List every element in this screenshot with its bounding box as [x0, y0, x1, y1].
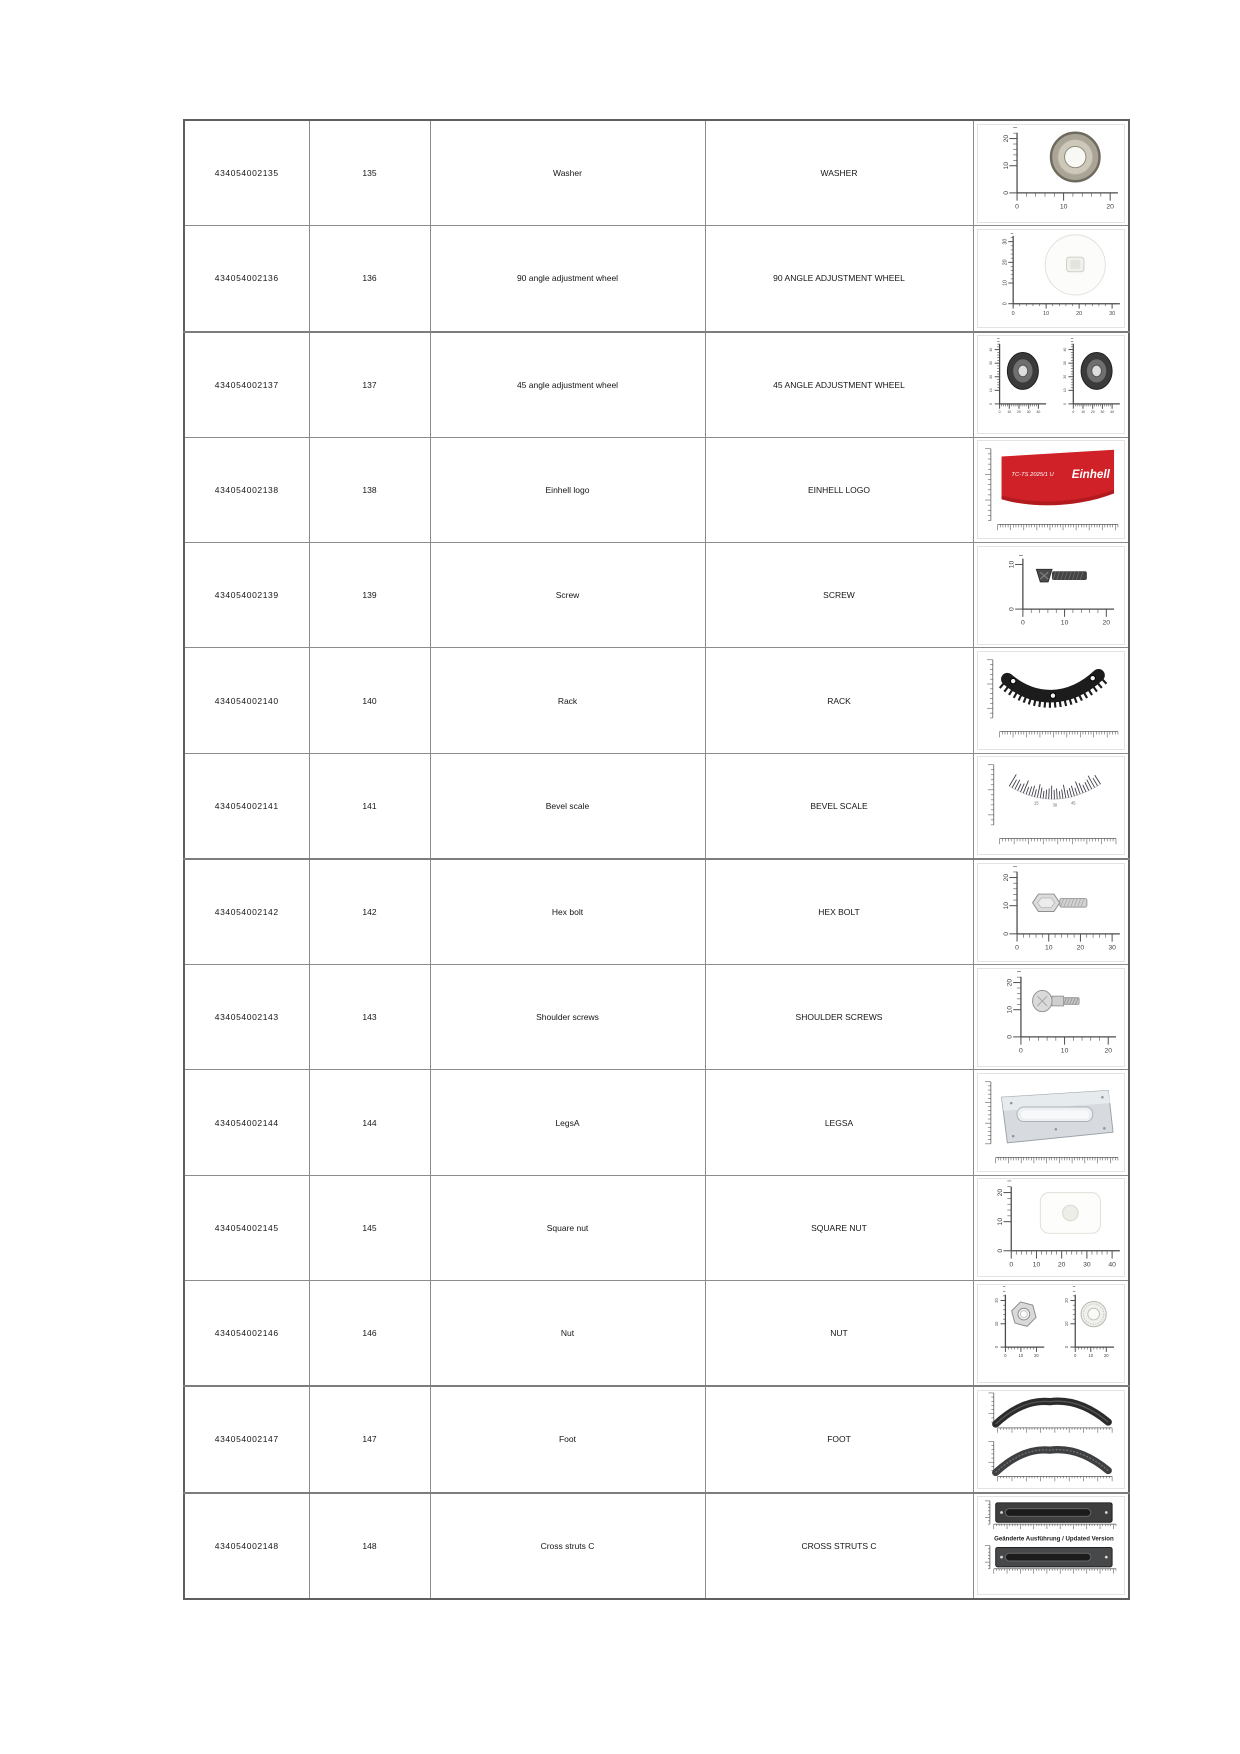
description-cell-text: Screw	[555, 590, 580, 601]
part-number-cell	[184, 1386, 309, 1492]
part-number-cell-text: 434054002136	[214, 273, 279, 284]
description-cell	[430, 437, 705, 542]
item-number-cell-text: 135	[362, 168, 377, 179]
legs-a-photo	[978, 1074, 1124, 1171]
svg-text:0: 0	[1018, 1047, 1023, 1055]
part-number-cell-text: 434054002137	[214, 379, 279, 390]
table-row	[184, 1281, 1129, 1387]
description-upper-cell	[705, 120, 973, 226]
svg-text:30: 30	[1062, 361, 1067, 366]
item-number-cell	[309, 120, 430, 226]
svg-text:10: 10	[1063, 1321, 1069, 1326]
item-number-cell	[309, 1175, 430, 1280]
part-photo	[977, 756, 1125, 855]
svg-text:10: 10	[1007, 410, 1011, 415]
description-cell-text: 90 angle adjustment wheel	[516, 273, 619, 284]
description-upper-cell	[705, 965, 973, 1070]
svg-text:20: 20	[1090, 410, 1095, 415]
svg-text:10: 10	[993, 1321, 999, 1326]
table-row	[184, 1175, 1129, 1280]
rack-photo	[978, 652, 1124, 749]
einhell-logo-photo	[978, 441, 1124, 538]
part-number-cell	[184, 965, 309, 1070]
bevel-scale-photo	[978, 757, 1124, 854]
description-cell	[430, 1175, 705, 1280]
svg-text:10: 10	[1042, 310, 1049, 317]
part-photo	[977, 968, 1125, 1067]
part-number-cell	[184, 332, 309, 438]
item-number-cell	[309, 965, 430, 1070]
item-number-cell-text: 140	[362, 695, 377, 706]
washer-photo	[978, 125, 1124, 222]
description-cell-text: Shoulder screws	[536, 1012, 599, 1023]
svg-text:30: 30	[1108, 943, 1116, 951]
svg-text:10: 10	[1059, 203, 1068, 211]
svg-text:40: 40	[1108, 1261, 1116, 1269]
item-number-cell-text: 148	[362, 1540, 377, 1551]
part-photo-cell	[973, 1386, 1129, 1492]
item-number-cell	[309, 226, 430, 332]
table-row	[184, 437, 1129, 542]
description-cell	[430, 1070, 705, 1175]
wheel-90-photo	[978, 230, 1124, 327]
svg-text:0: 0	[1008, 606, 1016, 611]
part-photo	[977, 863, 1125, 962]
screw-photo	[978, 547, 1124, 644]
svg-text:15: 15	[1033, 800, 1039, 806]
part-number-cell	[184, 859, 309, 965]
updated-version-caption: Geänderte Ausführung / Updated Version	[993, 1535, 1114, 1543]
einhell-model-label: TC-TS 2025/1 U	[1011, 472, 1054, 479]
svg-text:20: 20	[1103, 1352, 1109, 1358]
part-photo-cell	[973, 1070, 1129, 1175]
nut-photo	[978, 1285, 1124, 1382]
description-cell-text: Washer	[553, 168, 582, 179]
parts-table	[183, 119, 1130, 1600]
table-row	[184, 753, 1129, 859]
svg-text:10: 10	[1002, 901, 1010, 910]
svg-text:30: 30	[1002, 238, 1009, 245]
part-number-cell-text: 434054002141	[214, 800, 279, 811]
description-upper-cell-text: LEGSA	[824, 1117, 854, 1128]
svg-text:30: 30	[1108, 310, 1115, 317]
description-upper-cell	[705, 1493, 973, 1599]
part-photo	[977, 440, 1125, 539]
description-upper-cell-text: HEX BOLT	[818, 907, 860, 918]
item-number-cell	[309, 1493, 430, 1599]
description-upper-cell-text: SHOULDER SCREWS	[795, 1012, 883, 1023]
svg-text:10: 10	[1062, 388, 1067, 393]
description-upper-cell	[705, 437, 973, 542]
description-cell-text: Cross struts C	[540, 1540, 595, 1551]
item-number-cell-text: 137	[362, 379, 377, 390]
table-row	[184, 543, 1129, 648]
description-upper-cell	[705, 1070, 973, 1175]
part-number-cell-text: 434054002148	[214, 1540, 279, 1551]
svg-text:10: 10	[1002, 161, 1010, 170]
svg-text:10: 10	[988, 388, 993, 393]
part-photo	[977, 1390, 1125, 1489]
item-number-cell	[309, 1281, 430, 1387]
part-number-cell-text: 434054002147	[214, 1434, 279, 1445]
table-row	[184, 965, 1129, 1070]
svg-text:0: 0	[1002, 190, 1010, 195]
svg-text:0: 0	[1011, 310, 1015, 317]
table-row	[184, 1493, 1129, 1599]
svg-text:10: 10	[1018, 1352, 1023, 1358]
item-number-cell-text: 146	[362, 1328, 377, 1339]
part-number-cell-text: 434054002138	[214, 484, 279, 495]
description-upper-cell-text: SQUARE NUT	[811, 1222, 867, 1233]
svg-text:20: 20	[1002, 134, 1010, 142]
description-upper-cell-text: SCREW	[823, 590, 855, 601]
part-photo-cell	[973, 1493, 1129, 1599]
part-number-cell	[184, 543, 309, 648]
table-row	[184, 226, 1129, 332]
svg-text:20: 20	[1063, 1297, 1069, 1303]
wheel-45-photo	[978, 336, 1124, 433]
svg-text:40: 40	[1036, 410, 1041, 415]
svg-text:20: 20	[1033, 1352, 1039, 1358]
description-cell	[430, 965, 705, 1070]
svg-text:20: 20	[1075, 310, 1082, 317]
description-cell-text: Bevel scale	[545, 800, 590, 811]
description-upper-cell	[705, 226, 973, 332]
shoulder-screw-photo	[978, 969, 1124, 1066]
svg-text:20: 20	[1104, 1047, 1112, 1055]
description-upper-cell	[705, 753, 973, 859]
svg-text:0: 0	[1002, 931, 1010, 936]
svg-text:20: 20	[993, 1297, 999, 1303]
description-cell-text: 45 angle adjustment wheel	[516, 379, 619, 390]
part-photo	[977, 1178, 1125, 1277]
svg-text:0: 0	[1002, 302, 1009, 306]
item-number-cell	[309, 648, 430, 753]
svg-text:20: 20	[1062, 374, 1067, 379]
description-cell-text: Einhell logo	[545, 484, 590, 495]
description-cell-text: Nut	[560, 1328, 575, 1339]
description-cell	[430, 753, 705, 859]
description-cell	[430, 648, 705, 753]
description-cell	[430, 226, 705, 332]
description-cell-text: Hex bolt	[551, 907, 584, 918]
svg-text:10: 10	[1006, 1005, 1014, 1014]
part-photo-cell	[973, 437, 1129, 542]
svg-text:20: 20	[1057, 1261, 1066, 1269]
part-number-cell	[184, 120, 309, 226]
svg-text:20: 20	[996, 1189, 1004, 1197]
description-cell	[430, 120, 705, 226]
part-number-cell-text: 434054002142	[214, 907, 279, 918]
item-number-cell-text: 141	[362, 800, 377, 811]
svg-text:30: 30	[1052, 802, 1057, 808]
svg-text:10: 10	[1032, 1261, 1040, 1269]
table-row	[184, 859, 1129, 965]
square-nut-photo	[978, 1179, 1124, 1276]
svg-text:10: 10	[996, 1218, 1004, 1226]
svg-text:0: 0	[1004, 1352, 1007, 1358]
svg-text:0: 0	[993, 1345, 999, 1348]
item-number-cell-text: 147	[362, 1434, 377, 1445]
description-upper-cell	[705, 543, 973, 648]
description-upper-cell-text: RACK	[827, 695, 851, 706]
part-number-cell-text: 434054002140	[214, 695, 279, 706]
part-number-cell	[184, 648, 309, 753]
item-number-cell	[309, 1386, 430, 1492]
svg-text:0: 0	[996, 1249, 1004, 1254]
svg-text:0: 0	[1062, 403, 1067, 406]
item-number-cell-text: 145	[362, 1222, 377, 1233]
svg-text:40: 40	[1062, 347, 1067, 352]
svg-text:10: 10	[1080, 410, 1085, 415]
svg-text:0: 0	[1009, 1261, 1013, 1269]
description-upper-cell-text: CROSS STRUTS C	[801, 1540, 877, 1551]
svg-text:10: 10	[1002, 279, 1009, 286]
part-number-cell-text: 434054002145	[214, 1222, 279, 1233]
part-number-cell	[184, 1281, 309, 1387]
table-row	[184, 1386, 1129, 1492]
part-photo-cell	[973, 859, 1129, 965]
part-number-cell-text: 434054002146	[214, 1328, 279, 1339]
svg-text:20: 20	[1002, 873, 1010, 881]
part-photo-cell	[973, 332, 1129, 438]
part-photo-cell	[973, 965, 1129, 1070]
description-upper-cell	[705, 1175, 973, 1280]
table-row	[184, 1070, 1129, 1175]
item-number-cell	[309, 543, 430, 648]
description-cell	[430, 1281, 705, 1387]
part-number-cell-text: 434054002135	[214, 168, 279, 179]
svg-text:10: 10	[1060, 1047, 1069, 1055]
hex-bolt-photo	[978, 864, 1124, 961]
description-upper-cell-text: BEVEL SCALE	[810, 800, 868, 811]
part-photo	[977, 1284, 1125, 1383]
svg-text:0: 0	[1063, 1345, 1069, 1348]
description-upper-cell-text: EINHELL LOGO	[807, 484, 871, 495]
part-number-cell	[184, 1175, 309, 1280]
svg-text:10: 10	[1088, 1352, 1093, 1358]
part-photo	[977, 229, 1125, 328]
description-upper-cell-text: WASHER	[820, 168, 858, 179]
foot-photo	[978, 1391, 1124, 1488]
table-row	[184, 120, 1129, 226]
description-cell-text: LegsA	[555, 1117, 580, 1128]
table-row	[184, 648, 1129, 753]
part-number-cell	[184, 226, 309, 332]
svg-text:0: 0	[1020, 619, 1025, 627]
svg-text:30: 30	[1082, 1261, 1091, 1269]
svg-text:30: 30	[1100, 410, 1105, 415]
item-number-cell-text: 143	[362, 1012, 377, 1023]
cross-struts-photo	[978, 1497, 1124, 1594]
part-photo	[977, 1496, 1125, 1595]
description-cell-text: Foot	[558, 1434, 576, 1445]
svg-text:0: 0	[1073, 1352, 1077, 1358]
part-photo	[977, 124, 1125, 223]
svg-text:10: 10	[1060, 619, 1069, 627]
part-photo	[977, 1073, 1125, 1172]
part-photo	[977, 546, 1125, 645]
part-photo-cell	[973, 1175, 1129, 1280]
description-upper-cell-text: NUT	[830, 1328, 848, 1339]
svg-text:40: 40	[1109, 410, 1114, 415]
svg-text:20: 20	[988, 374, 993, 379]
description-cell	[430, 1493, 705, 1599]
table-body	[184, 120, 1129, 1599]
description-upper-cell-text: FOOT	[827, 1434, 851, 1445]
svg-text:45: 45	[1070, 800, 1076, 806]
description-cell	[430, 1386, 705, 1492]
svg-text:0: 0	[1014, 943, 1019, 951]
description-cell	[430, 543, 705, 648]
part-number-cell	[184, 1493, 309, 1599]
item-number-cell-text: 144	[362, 1117, 377, 1128]
svg-text:20: 20	[1002, 259, 1009, 266]
description-cell-text: Rack	[557, 695, 578, 706]
item-number-cell	[309, 437, 430, 542]
svg-text:30: 30	[1026, 410, 1031, 415]
description-cell-text: Square nut	[546, 1222, 589, 1233]
svg-text:0: 0	[1014, 203, 1019, 211]
svg-text:20: 20	[1006, 978, 1014, 987]
part-photo-cell	[973, 226, 1129, 332]
part-photo	[977, 335, 1125, 434]
part-number-cell	[184, 437, 309, 542]
item-number-cell-text: 139	[362, 590, 377, 601]
description-upper-cell	[705, 859, 973, 965]
part-photo-cell	[973, 1281, 1129, 1387]
item-number-cell	[309, 859, 430, 965]
svg-text:40: 40	[988, 347, 993, 352]
description-upper-cell-text: 45 ANGLE ADJUSTMENT WHEEL	[773, 379, 905, 390]
svg-text:10: 10	[1044, 943, 1053, 951]
description-cell	[430, 332, 705, 438]
part-photo-cell	[973, 753, 1129, 859]
item-number-cell	[309, 753, 430, 859]
einhell-brand-label: Einhell	[1071, 468, 1110, 482]
svg-text:20: 20	[1102, 619, 1110, 627]
part-number-cell-text: 434054002143	[214, 1012, 279, 1023]
svg-text:30: 30	[988, 361, 993, 366]
description-upper-cell	[705, 332, 973, 438]
description-upper-cell	[705, 648, 973, 753]
svg-text:20: 20	[1016, 410, 1021, 415]
item-number-cell	[309, 332, 430, 438]
description-cell	[430, 859, 705, 965]
part-number-cell	[184, 753, 309, 859]
part-photo-cell	[973, 648, 1129, 753]
part-number-cell-text: 434054002144	[214, 1117, 279, 1128]
svg-text:0: 0	[998, 410, 1001, 415]
description-upper-cell	[705, 1281, 973, 1387]
svg-text:10: 10	[1008, 560, 1016, 568]
item-number-cell-text: 142	[362, 907, 377, 918]
description-upper-cell-text: 90 ANGLE ADJUSTMENT WHEEL	[773, 273, 905, 284]
svg-text:0: 0	[988, 403, 993, 406]
item-number-cell-text: 138	[362, 484, 377, 495]
part-photo-cell	[973, 543, 1129, 648]
svg-text:0: 0	[1072, 410, 1075, 415]
item-number-cell	[309, 1070, 430, 1175]
svg-text:0: 0	[1006, 1034, 1014, 1039]
svg-text:20: 20	[1076, 943, 1084, 951]
svg-text:20: 20	[1106, 203, 1114, 211]
description-upper-cell	[705, 1386, 973, 1492]
table-row	[184, 332, 1129, 438]
part-photo-cell	[973, 120, 1129, 226]
part-photo	[977, 651, 1125, 750]
item-number-cell-text: 136	[362, 273, 377, 284]
part-number-cell-text: 434054002139	[214, 590, 279, 601]
part-number-cell	[184, 1070, 309, 1175]
